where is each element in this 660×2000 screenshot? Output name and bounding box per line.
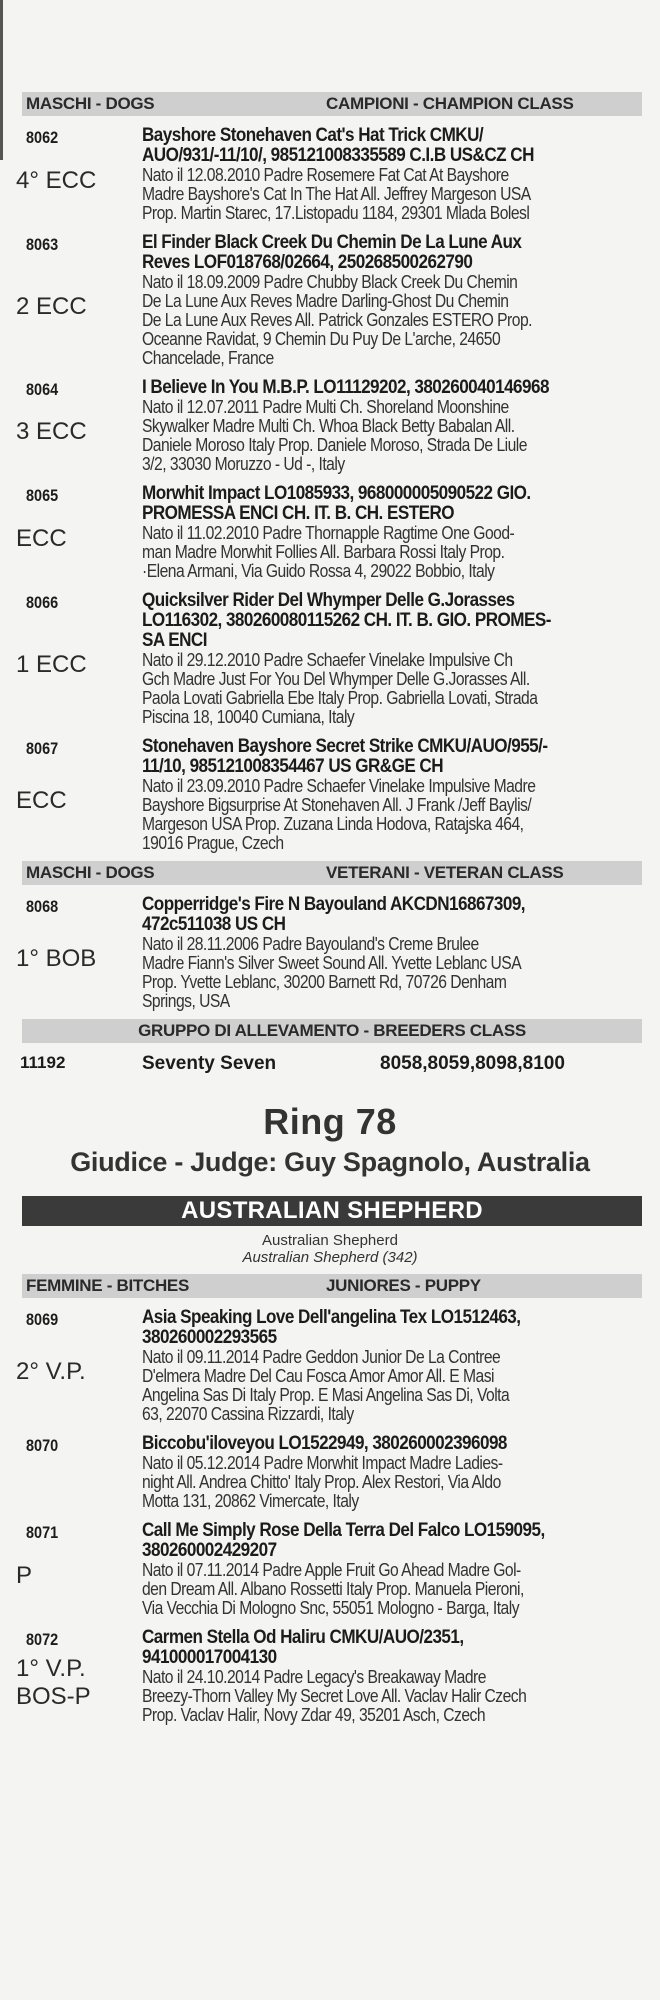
catalog-entry <box>0 591 660 727</box>
dog-details <box>142 398 647 474</box>
dog-details <box>142 273 647 368</box>
detail-line: Motta 131, 20862 Vimercate, Italy <box>142 1491 359 1511</box>
dog-name-registration <box>142 484 646 524</box>
section-header-puppy <box>22 1274 642 1298</box>
catalog-entry <box>0 233 660 368</box>
result-line: BOS-P <box>16 1682 91 1710</box>
dog-name-registration <box>142 378 646 398</box>
dog-details <box>142 524 647 581</box>
name-line: Reves LOF018768/02664, 250268500262790 <box>142 252 473 273</box>
dog-details <box>142 1454 647 1511</box>
name-line: Quicksilver Rider Del Whymper Delle G.Jorasses <box>142 590 515 611</box>
result-line: 3 ECC <box>16 418 87 445</box>
breeders-entry <box>0 1053 660 1075</box>
champion-entries <box>0 126 660 853</box>
handwritten-result <box>16 1562 32 1590</box>
catalog-entry <box>0 1308 660 1424</box>
name-line: 11/10, 985121008354467 US GR&GE CH <box>142 756 444 777</box>
detail-line: Paola Lovati Gabriella Ebe Italy Prop. Gabriella Lovati, Strada <box>142 688 538 708</box>
dog-name-registration <box>142 1521 646 1561</box>
detail-line: Prop. Vaclav Halir, Novy Zdar 49, 35201 Asch, Czech <box>142 1705 486 1725</box>
dog-name-registration <box>142 1308 646 1348</box>
detail-line: Nato il 23.09.2010 Padre Schaefer Vinelake Impulsive Madre <box>142 776 536 796</box>
result-line: 2° V.P. <box>16 1358 86 1385</box>
dog-details <box>142 935 647 1011</box>
result-line: 1° V.P. <box>16 1654 86 1682</box>
detail-line: Prop. Martin Starec, 17.Listopadu 1184, 29301 Mlada Bolesl <box>142 203 530 223</box>
section-class-label: GRUPPO DI ALLEVAMENTO - BREEDERS CLASS <box>138 1021 526 1040</box>
breed-title-bar: AUSTRALIAN SHEPHERD <box>22 1196 642 1226</box>
handwritten-result <box>16 418 87 446</box>
catalog-number: 8067 <box>26 739 59 758</box>
detail-line: Via Vecchia Di Mologno Snc, 55051 Mologno - Barga, Italy <box>142 1598 520 1618</box>
detail-line: Nato il 18.09.2009 Padre Chubby Black Creek Du Chemin <box>142 272 518 292</box>
name-line: Carmen Stella Od Haliru CMKU/AUO/2351, <box>142 1627 464 1648</box>
detail-line: 3/2, 33030 Moruzzo - Ud -, Italy <box>142 454 345 474</box>
catalog-entry <box>0 126 660 223</box>
catalog-number: 8070 <box>26 1436 59 1455</box>
name-line: Asia Speaking Love Dell'angelina Tex LO1512463, <box>142 1307 521 1328</box>
detail-line: Nato il 11.02.2010 Padre Thornapple Ragtime One Good- <box>142 523 515 543</box>
name-line: Call Me Simply Rose Della Terra Del Falco LO159095, <box>142 1520 545 1541</box>
name-line: I Believe In You M.B.P. LO11129202, 380260040146968 <box>142 377 549 398</box>
dog-name-registration <box>142 1434 646 1454</box>
catalog-entry <box>0 1434 660 1511</box>
detail-line: 63, 22070 Cassina Rizzardi, Italy <box>142 1404 354 1424</box>
detail-line: Prop. Yvette Leblanc, 30200 Barnett Rd, 70726 Denham <box>142 972 507 992</box>
detail-line: Margeson USA Prop. Zuzana Linda Hodova, Ratajska 464, <box>142 814 524 834</box>
dog-details <box>142 1561 647 1618</box>
catalog-number: 8066 <box>26 593 59 612</box>
breed-name: Australian Shepherd <box>262 1232 398 1249</box>
detail-line: man Madre Morwhit Follies All. Barbara Rossi Italy Prop. <box>142 542 505 562</box>
detail-line: night All. Andrea Chitto' Italy Prop. Alex Restori, Via Aldo <box>142 1472 501 1492</box>
name-line: AUO/931/-11/10/, 985121008335589 C.I.B US&CZ CH <box>142 145 534 166</box>
detail-line: D'elmera Madre Del Cau Fosca Amor Amor All. E Masi <box>142 1366 494 1386</box>
detail-line: ·Elena Armani, Via Guido Rossa 4, 29022 Bobbio, Italy <box>142 561 495 581</box>
catalog-page <box>0 92 660 1725</box>
catalog-number: 8069 <box>26 1310 59 1329</box>
dog-details <box>142 1348 647 1424</box>
detail-line: Angelina Sas Di Italy Prop. E Masi Angelina Sas Di, Volta <box>142 1385 510 1405</box>
handwritten-result <box>16 167 96 195</box>
result-line: 4° ECC <box>16 166 97 194</box>
name-line: LO116302, 380260080115262 CH. IT. B. GIO. PROMES- <box>142 610 551 631</box>
section-class-label: VETERANI - VETERAN CLASS <box>326 863 564 882</box>
dog-details <box>142 777 647 853</box>
name-line: SA ENCI <box>142 630 207 651</box>
handwritten-result <box>16 651 87 679</box>
detail-line: Bayshore Bigsurprise At Stonehaven All. J Frank /Jeff Baylis/ <box>142 795 532 815</box>
section-sex-label: MASCHI - DOGS <box>26 94 155 113</box>
detail-line: Springs, USA <box>142 991 230 1011</box>
name-line: Stonehaven Bayshore Secret Strike CMKU/AUO/955/- <box>142 736 548 757</box>
section-class-label: CAMPIONI - CHAMPION CLASS <box>326 94 574 113</box>
detail-line: Nato il 09.11.2014 Padre Geddon Junior De La Contree <box>142 1347 501 1367</box>
detail-line: Oceanne Ravidat, 9 Chemin Du Puy De L'arche, 24650 <box>142 329 501 349</box>
detail-line: den Dream All. Albano Rossetti Italy Prop. Manuela Pieroni, <box>142 1579 524 1599</box>
detail-line: Madre Fiann's Silver Sweet Sound All. Yvette Leblanc USA <box>142 953 522 973</box>
result-line: 2 ECC <box>16 292 87 320</box>
result-line: P <box>16 1561 33 1589</box>
detail-line: Nato il 12.08.2010 Padre Rosemere Fat Cat At Bayshore <box>142 165 509 185</box>
detail-line: Skywalker Madre Multi Ch. Whoa Black Betty Babalan All. <box>142 416 515 436</box>
dog-name-registration <box>142 737 646 777</box>
detail-line: Nato il 12.07.2011 Padre Multi Ch. Shoreland Moonshine <box>142 397 509 417</box>
handwritten-result <box>16 945 96 973</box>
name-line: 380260002293565 <box>142 1327 277 1348</box>
dog-name-registration <box>142 233 646 273</box>
catalog-entry <box>0 1521 660 1618</box>
detail-line: Piscina 18, 10040 Cumiana, Italy <box>142 707 355 727</box>
ring-title: Ring 78 <box>263 1101 397 1142</box>
detail-line: Daniele Moroso Italy Prop. Daniele Moroso, Strada De Liule <box>142 435 527 455</box>
handwritten-result <box>16 1358 86 1386</box>
detail-line: 19016 Prague, Czech <box>142 833 284 853</box>
dog-name-registration <box>142 591 646 651</box>
name-line: Morwhit Impact LO1085933, 968000005090522 GIO. <box>142 483 531 504</box>
detail-line: Madre Bayshore's Cat In The Hat All. Jeffrey Margeson USA <box>142 184 531 204</box>
catalog-number: 8064 <box>26 380 59 399</box>
detail-line: Chancelade, France <box>142 348 274 368</box>
veteran-entries <box>0 895 660 1011</box>
handwritten-result <box>16 525 67 553</box>
catalog-number: 8065 <box>26 486 59 505</box>
section-header-veteran <box>22 861 642 885</box>
breed-name-fci: Australian Shepherd (342) <box>242 1249 418 1266</box>
dog-name-registration <box>142 126 646 166</box>
dog-name-registration <box>142 1628 646 1668</box>
detail-line: Nato il 07.11.2014 Padre Apple Fruit Go Ahead Madre Gol- <box>142 1560 521 1580</box>
name-line: PROMESSA ENCI CH. IT. B. CH. ESTERO <box>142 503 455 524</box>
puppy-entries <box>0 1308 660 1725</box>
catalog-entry <box>0 378 660 474</box>
dog-name-registration <box>142 895 646 935</box>
catalog-number: 11192 <box>20 1053 66 1072</box>
handwritten-result <box>16 293 87 321</box>
catalog-entry <box>0 895 660 1011</box>
result-line: ECC <box>16 524 67 552</box>
catalog-entry <box>0 1628 660 1725</box>
dog-details <box>142 1668 647 1725</box>
result-line: 1° BOB <box>16 945 97 972</box>
name-line: 380260002429207 <box>142 1540 277 1561</box>
detail-line: Nato il 24.10.2014 Padre Legacy's Breakaway Madre <box>142 1667 486 1687</box>
catalog-entry <box>0 737 660 853</box>
catalog-number: 8071 <box>26 1523 59 1542</box>
section-sex-label: FEMMINE - BITCHES <box>26 1276 190 1295</box>
dog-details <box>142 651 647 727</box>
judge-line: Giudice - Judge: Guy Spagnolo, Australia <box>70 1147 590 1177</box>
handwritten-result <box>16 787 67 815</box>
catalog-number: 8068 <box>26 897 59 916</box>
detail-line: Nato il 28.11.2006 Padre Bayouland's Creme Brulee <box>142 934 479 954</box>
catalog-number: 8062 <box>26 128 59 147</box>
breed-subtitle <box>0 1232 660 1266</box>
breeders-group-name: Seventy Seven <box>142 1053 277 1074</box>
detail-line: De La Lune Aux Reves All. Patrick Gonzales ESTERO Prop. <box>142 310 532 330</box>
catalog-entry <box>0 484 660 581</box>
name-line: Biccobu'iloveyou LO1522949, 380260002396098 <box>142 1433 507 1454</box>
handwritten-result <box>16 1655 91 1711</box>
name-line: Copperridge's Fire N Bayouland AKCDN16867309, <box>142 894 526 915</box>
catalog-number: 8072 <box>26 1630 59 1649</box>
name-line: El Finder Black Creek Du Chemin De La Lune Aux <box>142 232 522 253</box>
detail-line: Nato il 05.12.2014 Padre Morwhit Impact Madre Ladies- <box>142 1453 503 1473</box>
breeders-dog-numbers: 8058,8059,8098,8100 <box>380 1053 565 1074</box>
result-line: 1 ECC <box>16 651 87 678</box>
detail-line: Breezy-Thorn Valley My Secret Love All. Vaclav Halir Czech <box>142 1686 527 1706</box>
result-line: ECC <box>16 787 67 814</box>
dog-details <box>142 166 647 223</box>
catalog-number: 8063 <box>26 235 59 254</box>
section-header-breeders <box>22 1019 642 1043</box>
name-line: Bayshore Stonehaven Cat's Hat Trick CMKU/ <box>142 125 484 146</box>
section-sex-label: MASCHI - DOGS <box>26 863 155 882</box>
section-header-champion <box>22 92 642 116</box>
detail-line: Nato il 29.12.2010 Padre Schaefer Vinelake Impulsive Ch <box>142 650 513 670</box>
name-line: 472c511038 US CH <box>142 914 286 935</box>
detail-line: De La Lune Aux Reves Madre Darling-Ghost Du Chemin <box>142 291 509 311</box>
section-class-label: JUNIORES - PUPPY <box>326 1276 481 1295</box>
name-line: 941000017004130 <box>142 1647 277 1668</box>
detail-line: Gch Madre Just For You Del Whymper Delle G.Jorasses All. <box>142 669 530 689</box>
